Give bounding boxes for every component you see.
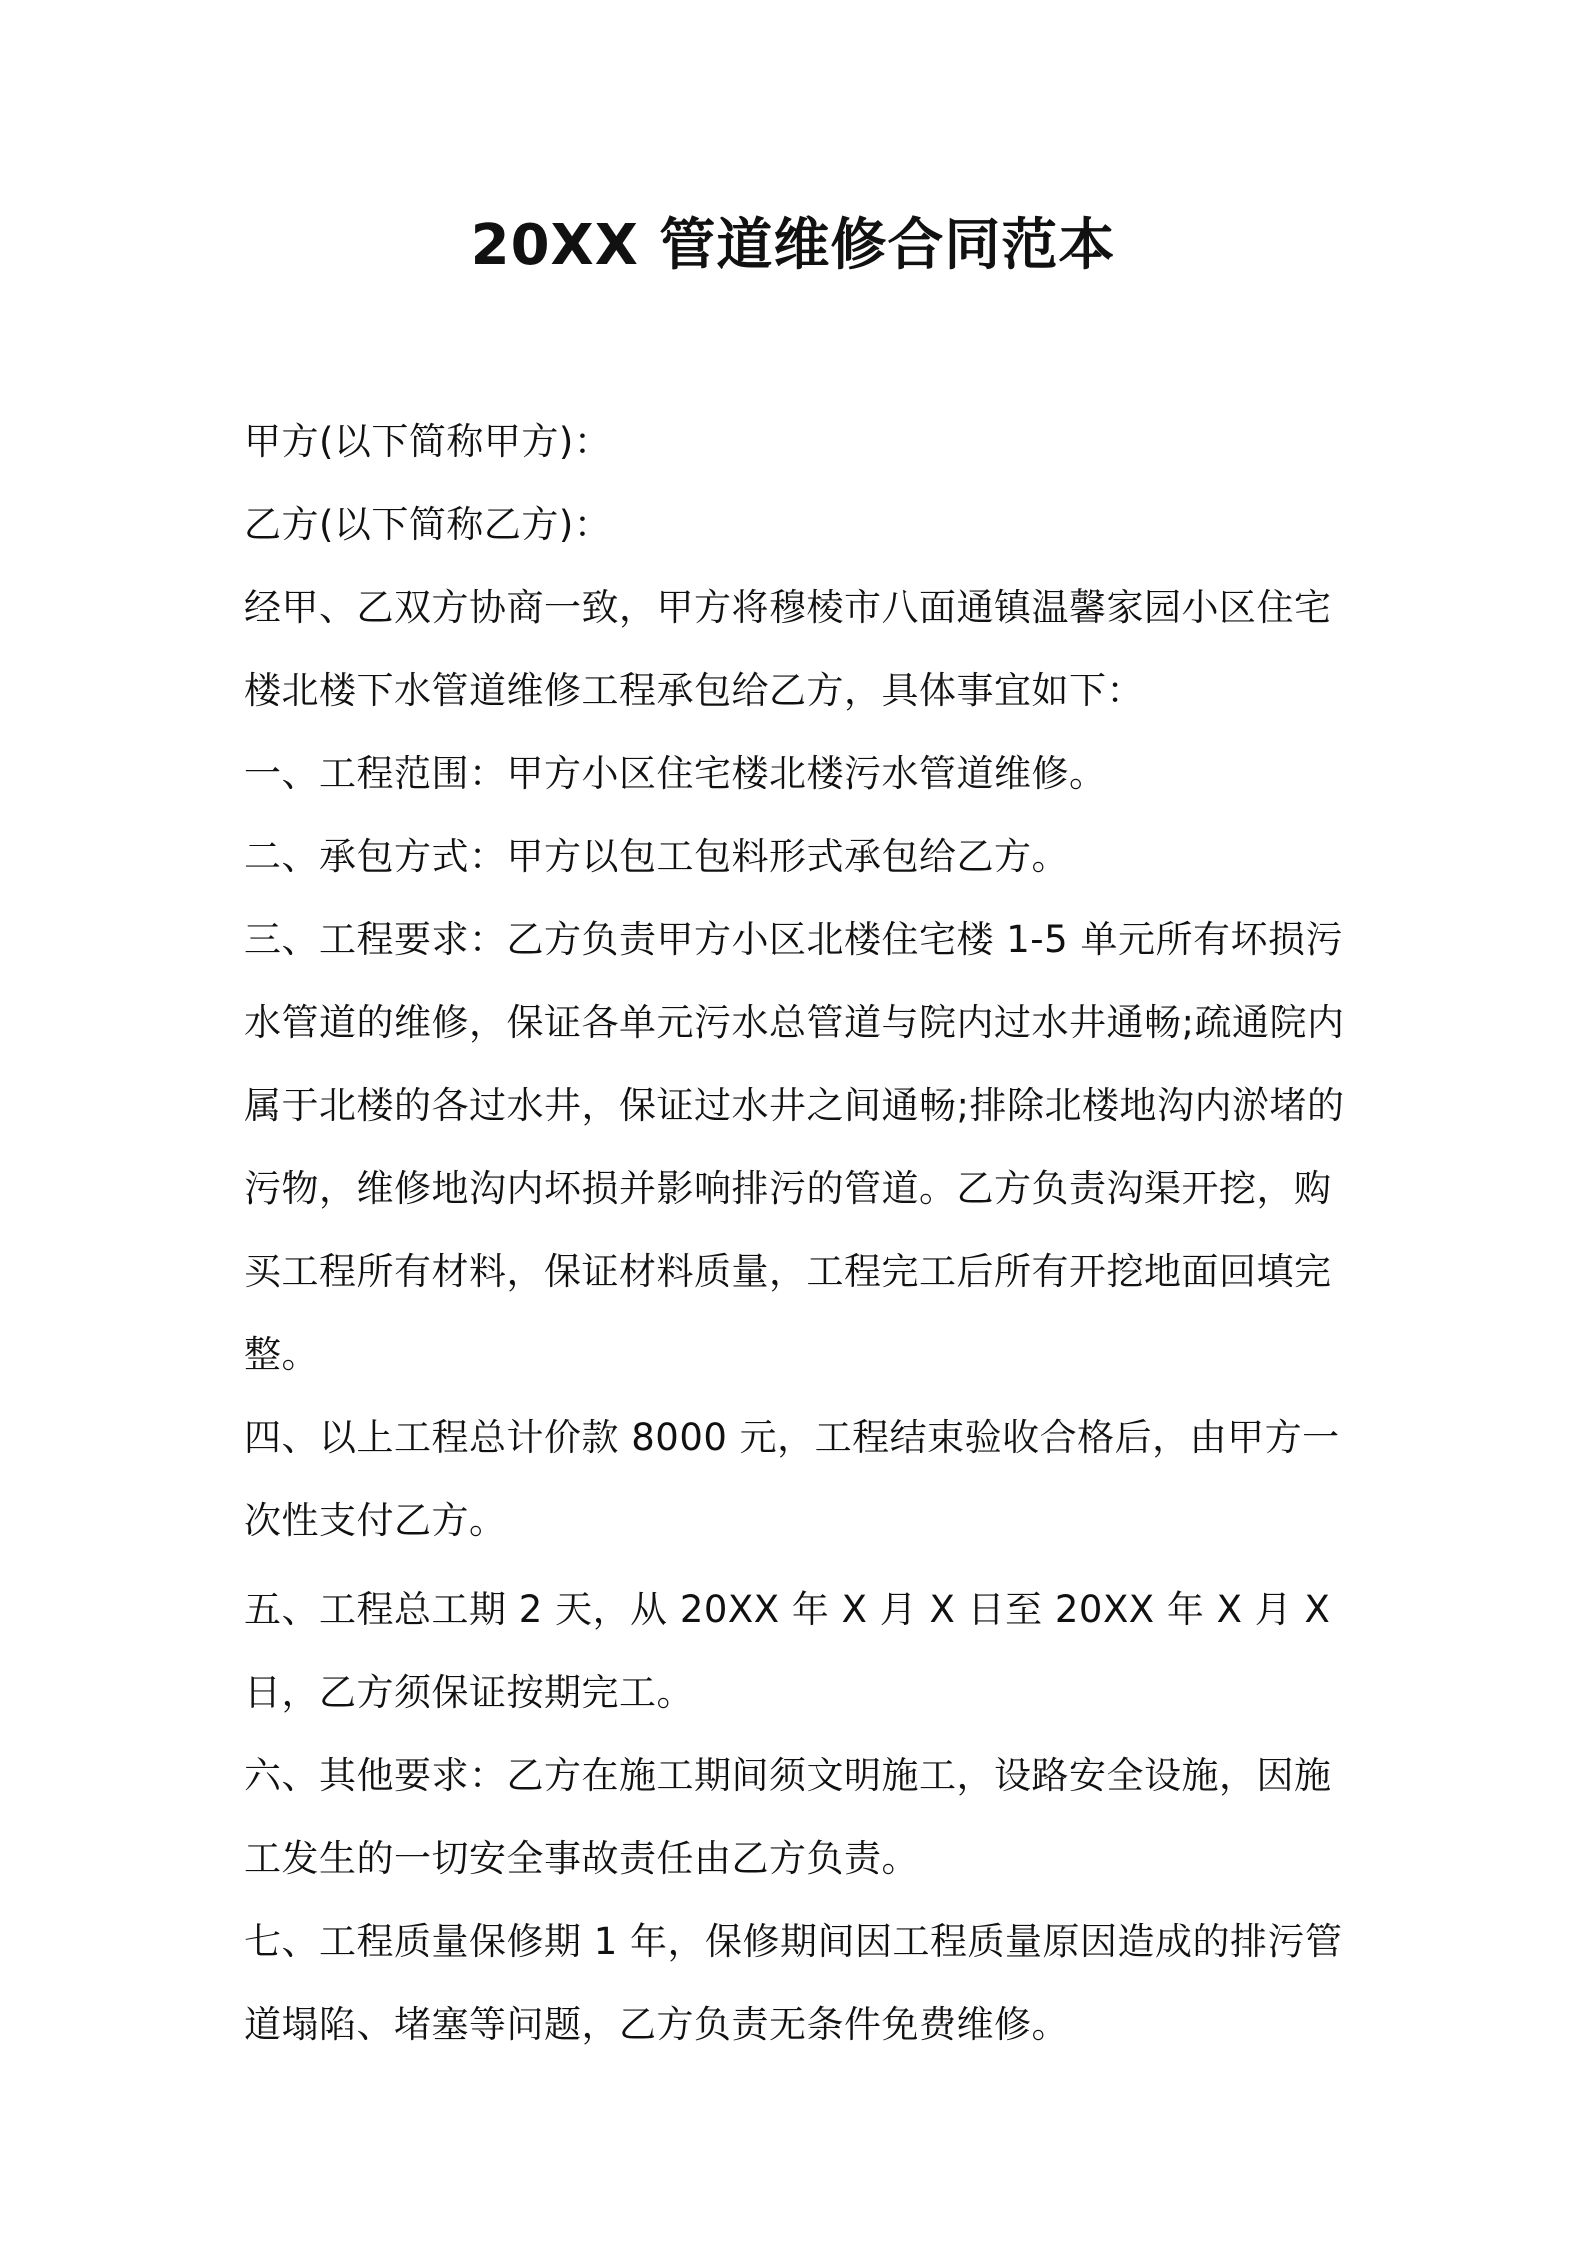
clause-2-contract-method: 二、承包方式：甲方以包工包料形式承包给乙方。 (244, 835, 1069, 878)
party-a-line: 甲方(以下简称甲方)： (244, 420, 612, 463)
intro-paragraph: 经甲、乙双方协商一致，甲方将穆棱市八面通镇温馨家园小区住宅楼北楼下水管道维修工程承包给乙方，具体事宜如下： (244, 586, 1332, 712)
clause-3-requirements: 三、工程要求：乙方负责甲方小区北楼住宅楼 1-5 单元所有坏损污水管道的维修，保证各单元污水总管道与院内过水井通畅;疏通院内属于北楼的各过水井，保证过水井之间通畅;排除北楼地沟内淤堵的污物，维修地沟内坏损并影响排污的管道。乙方负责沟渠开挖，购买工程所有材料，保证材料质量，工程完工后所有开挖地面回填完整。 (244, 918, 1345, 1376)
party-b-line: 乙方(以下简称乙方)： (244, 503, 612, 546)
document-title: 20XX 管道维修合同范本 (470, 213, 1116, 278)
clause-5-duration: 五、工程总工期 2 天，从 20XX 年 X 月 X 日至 20XX 年 X 月 X 日，乙方须保证按期完工。 (244, 1588, 1331, 1714)
clause-7-warranty: 七、工程质量保修期 1 年，保修期间因工程质量原因造成的排污管道塌陷、堵塞等问题，乙方负责无条件免费维修。 (244, 1920, 1343, 2046)
clause-4-price: 四、以上工程总计价款 8000 元，工程结束验收合格后，由甲方一次性支付乙方。 (244, 1416, 1340, 1542)
document-body (244, 400, 1356, 2066)
clause-6-other-requirements: 六、其他要求：乙方在施工期间须文明施工，设路安全设施，因施工发生的一切安全事故责任由乙方负责。 (244, 1754, 1332, 1880)
clause-1-scope: 一、工程范围：甲方小区住宅楼北楼污水管道维修。 (244, 752, 1107, 795)
